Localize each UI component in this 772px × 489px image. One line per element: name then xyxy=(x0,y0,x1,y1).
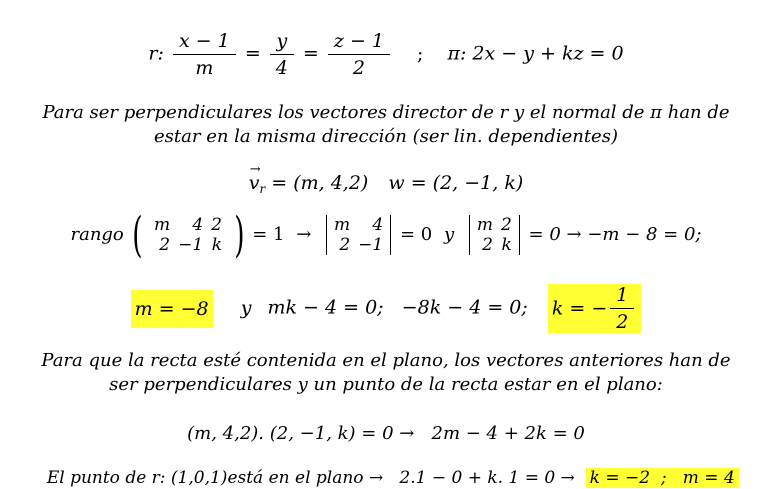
separator: ; xyxy=(417,42,424,65)
fraction-x: $\frac{x - 1}{m}$ xyxy=(173,30,236,79)
vector-w: w = (2, −1, k) xyxy=(388,172,524,194)
determinant-b: m 2 2 k xyxy=(476,215,512,255)
line-rank: rango ( m 4 2 2 −1 k ) = 1 → m 4 2 −1 = 0 y m 2 2 k = 0 → −m − 8 = 0; xyxy=(70,207,702,263)
paragraph-1-line-2: estar en la misma dirección (ser lin. dependientes) xyxy=(154,126,618,147)
line-dot-product: (m, 4,2). (2, −1, k) = 0 → 2m − 4 + 2k = 0 xyxy=(187,423,585,444)
highlight-m-value: m = −8 xyxy=(131,290,213,328)
highlight-k-value: k = − $\frac{1}{2}$ xyxy=(548,284,642,333)
line-equations: r: $\frac{x - 1}{m}$ = $\frac{y}{4}$ = $\frac{z - 1}{2}$ ; π: 2x − y + kz = 0 xyxy=(148,30,624,79)
r-label: r: xyxy=(148,42,164,65)
line-point: El punto de r: (1,0,1)está en el plano → 2.1 − 0 + k. 1 = 0 → k = −2 ; m = 4 xyxy=(36,448,772,488)
determinant-a: m 4 2 −1 xyxy=(334,215,384,255)
vector-arrow-icon: → xyxy=(249,162,261,177)
plane-equation: π: 2x − y + kz = 0 xyxy=(447,42,624,65)
matrix-3x2: m 4 2 2 −1 k xyxy=(153,215,222,255)
fraction-z: $\frac{z - 1}{2}$ xyxy=(328,30,390,79)
right-paren: ) xyxy=(233,207,245,263)
paragraph-1-line-1: Para ser perpendiculares los vectores director de r y el normal de π han de xyxy=(42,102,730,123)
rank-word: rango xyxy=(70,224,124,245)
vector-v: v → xyxy=(248,162,261,194)
paragraph-2-line-2: ser perpendiculares y un punto de la recta estar en el plano: xyxy=(109,374,663,395)
line-result: m = −8 y mk − 4 = 0; −8k − 4 = 0; k = − $\frac{1}{2}$ xyxy=(0,284,772,333)
highlight-final-answer: k = −2 ; m = 4 xyxy=(586,468,739,488)
paragraph-2-line-1: Para que la recta esté contenida en el plano, los vectores anteriores han de xyxy=(41,350,731,371)
fraction-y: $\frac{y}{4}$ xyxy=(270,30,294,79)
left-paren: ( xyxy=(131,207,143,263)
line-vectors: v → $_r$ = (m, 4,2) w = (2, −1, k) xyxy=(248,162,524,196)
